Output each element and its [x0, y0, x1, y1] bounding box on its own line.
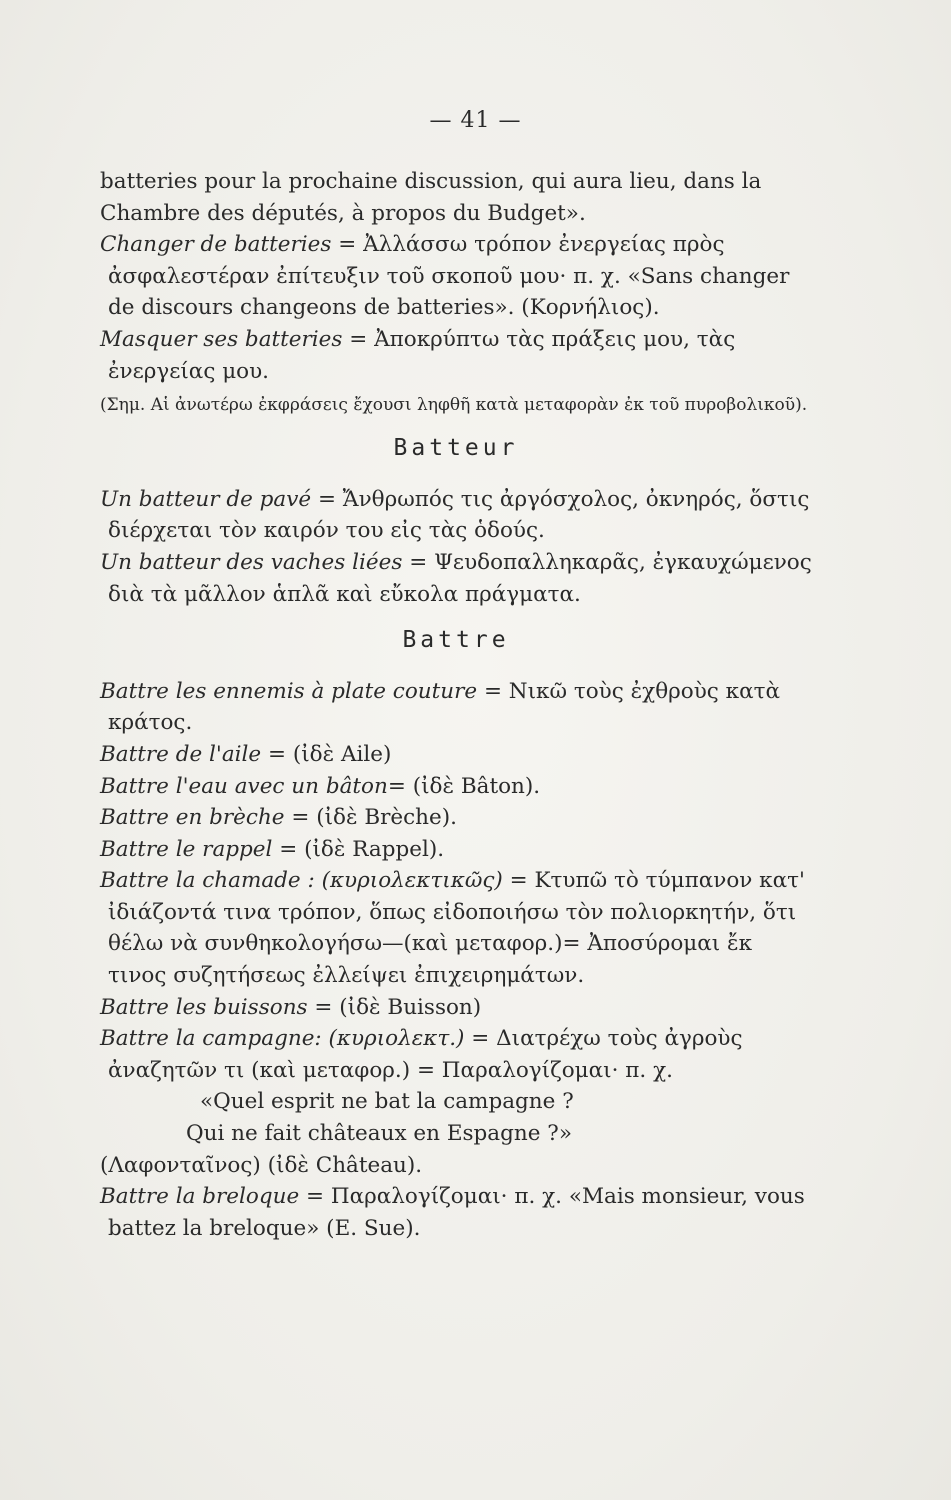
entry-term: Battre les ennemis à plate couture: [100, 678, 478, 704]
entry-changer-de-batteries: [100, 229, 812, 324]
entry-definition: = (ἰδὲ Bâton).: [387, 773, 541, 799]
note: (Σημ. Αἱ ἀνωτέρω ἐκφράσεις ἔχουσι ληφθῆ κατὰ μεταφορὰν ἐκ τοῦ πυροβολικοῦ).: [100, 395, 808, 416]
entry-term: Battre l'eau avec un bâton: [100, 773, 388, 799]
entry-masquer-ses-batteries: [100, 324, 812, 387]
page-text: [100, 166, 812, 1244]
entry-definition: = Νικῶ τοὺς ἐχθροὺς κατὰ κράτος.: [108, 678, 781, 736]
quote-line-2: Qui ne fait châteaux en Espagne ?»: [186, 1121, 572, 1147]
quote-line-1: «Quel esprit ne bat la campagne ?: [200, 1089, 574, 1115]
entry-definition: = Ψευδοπαλληκαρᾶς, ἐγκαυχώμενος διὰ τὰ μᾶλλον ἁπλᾶ καὶ εὔκολα πράγματα.: [108, 549, 812, 607]
entry-term: Masquer ses batteries: [100, 326, 343, 352]
entry-term: Battre en brèche: [100, 805, 285, 831]
entry-definition: = (ἰδὲ Rappel).: [272, 836, 445, 862]
entry-term: Battre le rappel: [100, 836, 273, 862]
entry-definition: = (ἰδὲ Brèche).: [284, 805, 457, 831]
entry-batteur-des-vaches: [100, 547, 812, 610]
entry-battre-la-campagne: [100, 1023, 812, 1086]
entry-definition: = Κτυπῶ τὸ τύμπανον κατ' ἰδιάζοντά τινα τρόπον, ὅπως εἰδοποιήσω τὸν πολιορκητήν, ὅτι θέλω νὰ συνθηκολογήσω—(καὶ μεταφορ.)= Ἀποσύρομαι ἔκ τινος συζητήσεως ἐλλείψει ἐπιχειρημάτων.: [108, 868, 805, 989]
entry-battre-les-buissons: [100, 992, 812, 1024]
entry-battre-les-ennemis: [100, 676, 812, 739]
entry-term: Changer de batteries: [100, 232, 332, 258]
entry-battre-la-chamade: [100, 865, 812, 991]
entry-definition: = (ἰδὲ Aile): [261, 741, 392, 767]
entry-term: Battre la breloque: [100, 1184, 300, 1210]
entry-battre-de-laile: [100, 739, 812, 771]
entry-battre-leau: [100, 771, 812, 803]
page-number: — 41 —: [429, 108, 522, 133]
quote-attribution: (Λαφονταῖνος) (ἰδὲ Château).: [100, 1152, 423, 1178]
section-heading-batteur: Batteur: [393, 435, 519, 462]
entry-term: Un batteur de pavé: [100, 486, 312, 512]
entry-term: Un batteur des vaches liées: [100, 549, 403, 575]
entry-definition: = (ἰδὲ Buisson): [307, 994, 482, 1020]
entry-definition: = Ἀποκρύπτω τὰς πράξεις μου, τὰς ἐνεργείας μου.: [108, 326, 736, 384]
entry-term: Battre de l'aile: [100, 741, 262, 767]
entry-battre-le-rappel: [100, 834, 812, 866]
entry-definition: = Παραλογίζομαι· π. χ. «Mais monsieur, vous battez la breloque» (E. Sue).: [108, 1184, 805, 1241]
entry-term: Battre la chamade : (κυριολεκτικῶς): [100, 868, 503, 894]
entry-term: Battre la campagne: (κυριολεκτ.): [100, 1026, 465, 1052]
continued-text: batteries pour la prochaine discussion, qui aura lieu, dans la Chambre des députés, à propos du Budget».: [100, 169, 762, 226]
entry-batteur-de-pave: [100, 484, 812, 547]
entry-term: Battre les buissons: [100, 994, 308, 1020]
entry-battre-la-breloque: [100, 1181, 812, 1244]
entry-definition: = Διατρέχω τοὺς ἀγροὺς ἀναζητῶν τι (καὶ μεταφορ.) = Παραλογίζομαι· π. χ.: [108, 1026, 743, 1083]
entry-battre-en-breche: [100, 802, 812, 834]
entry-definition: = Ἀλλάσσω τρόπον ἐνεργείας πρὸς ἀσφαλεστέραν ἐπίτευξιν τοῦ σκοποῦ μου· π. χ. «Sans changer de discours changeons de batteries». (Κορνήλιος).: [108, 232, 790, 321]
entry-definition: = Ἄνθρωπός τις ἀργόσχολος, ὀκνηρός, ὅστις διέρχεται τὸν καιρόν του εἰς τὰς ὁδούς.: [108, 486, 810, 544]
section-heading-battre: Battre: [402, 627, 510, 654]
